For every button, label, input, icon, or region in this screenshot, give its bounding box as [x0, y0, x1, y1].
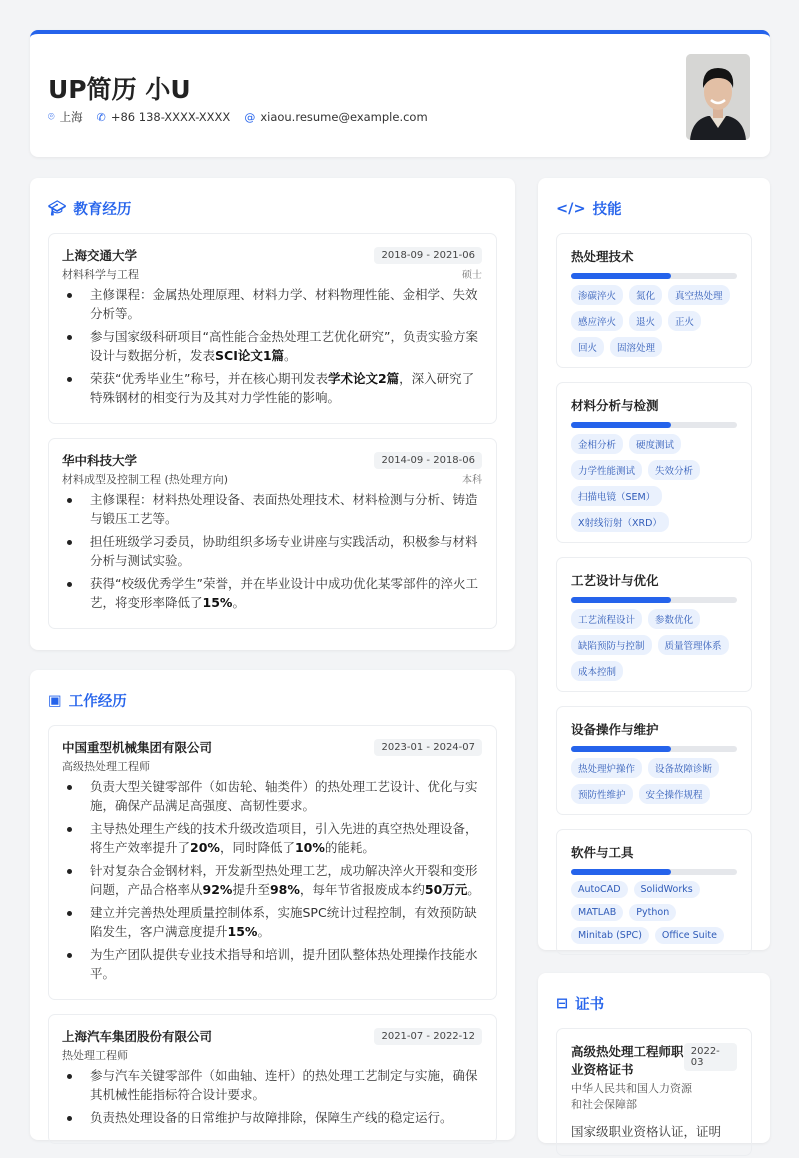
- highlight-text: 98%: [269, 882, 300, 897]
- skill-tag: 金相分析: [571, 434, 623, 454]
- bullet-text: 主修课程：材料热处理设备、表面热处理技术、材料检测与分析、铸造与锻压工艺等。: [90, 492, 478, 526]
- skill-tag: Office Suite: [655, 927, 724, 944]
- phone-icon: ✆: [96, 110, 106, 124]
- certificate-description: 国家级职业资格认证，证明: [571, 1124, 722, 1139]
- entry-title: 中国重型机械集团有限公司: [62, 740, 213, 755]
- bullet-text: 担任班级学习委员，协助组织多场专业讲座与实践活动，积极参与材料分析与测试实验。: [90, 534, 478, 568]
- skill-tag: 热处理炉操作: [571, 758, 642, 778]
- skill-group: [556, 557, 752, 692]
- bullet-text: 负责大型关键零部件（如齿轮、轴类件）的热处理工艺设计、优化与实施，确保产品满足高强度、高韧性要求。: [90, 779, 478, 813]
- entry-role: 材料成型及控制工程 (热处理方向): [62, 473, 229, 486]
- skill-level-bar: [571, 869, 737, 875]
- certificate-header: [571, 1043, 737, 1079]
- entry-header: [62, 738, 482, 756]
- section-title: 教育经历: [73, 202, 132, 218]
- bullet-item: [62, 1066, 482, 1104]
- skill-tag: 氮化: [629, 285, 662, 305]
- work-entry: [48, 1014, 497, 1144]
- skill-tag: 预防性维护: [571, 784, 633, 804]
- skill-level-bar: [571, 597, 737, 603]
- skill-tag: Python: [629, 904, 676, 921]
- skill-level-fill: [571, 869, 671, 875]
- skill-tag: 缺陷预防与控制: [571, 635, 652, 655]
- entry-subtitle: [62, 266, 482, 282]
- skill-tag: Minitab (SPC): [571, 927, 649, 944]
- highlight-text: 15%: [202, 595, 233, 610]
- date-badge: 2014-09 - 2018-06: [374, 452, 482, 469]
- education-entry: [48, 233, 497, 424]
- bullet-text: 主导热处理生产线的技术升级改造项目，引入先进的真空热处理设备，将生产效率提升了: [90, 821, 478, 855]
- bullet-item: [62, 574, 482, 612]
- highlight-text: 92%: [202, 882, 233, 897]
- bullet-item: [62, 903, 482, 941]
- skill-group-name: 热处理技术: [571, 249, 634, 264]
- bullet-item: [62, 327, 482, 365]
- bullet-list: [62, 1066, 482, 1127]
- entry-header: [62, 451, 482, 469]
- bullet-text: 建立并完善热处理质量控制体系，实施SPC统计过程控制，有效预防缺陷发生，客户满意度提升: [90, 905, 477, 939]
- certificate-issuer: 中华人民共和国人力资源和社会保障部: [571, 1082, 692, 1111]
- location-text: 上海: [59, 110, 83, 124]
- bullet-list: [62, 285, 482, 407]
- skill-group-name: 软件与工具: [571, 845, 634, 860]
- bullet-text: 为生产团队提供专业技术指导和培训，提升团队整体热处理操作技能水平。: [90, 947, 478, 981]
- bullet-text: 。: [467, 882, 480, 897]
- skill-level-fill: [571, 597, 671, 603]
- skill-tags: [571, 881, 737, 944]
- bullet-list: [62, 490, 482, 612]
- bullet-text: ，同时降低了: [219, 840, 295, 855]
- skill-tag: X射线衍射（XRD）: [571, 512, 669, 532]
- education-entry: [48, 438, 497, 629]
- bullet-item: [62, 285, 482, 323]
- entry-role: 高级热处理工程师: [62, 760, 150, 773]
- bullet-text: 主修课程：金属热处理原理、材料力学、材料物理性能、金相学、失效分析等。: [90, 287, 478, 321]
- skill-tags: [571, 434, 737, 532]
- entry-title: 华中科技大学: [62, 453, 138, 468]
- skill-group: [556, 829, 752, 955]
- entry-header: [62, 1027, 482, 1045]
- highlight-text: 15%: [227, 924, 258, 939]
- briefcase-icon: ▣: [48, 692, 62, 709]
- skill-tag: 硬度测试: [629, 434, 681, 454]
- highlight-text: 10%: [294, 840, 325, 855]
- highlight-text: 20%: [190, 840, 220, 855]
- bullet-text: ，每年节省报废成本约: [299, 882, 425, 897]
- bullet-item: [62, 777, 482, 815]
- skill-tag: AutoCAD: [571, 881, 628, 898]
- bullet-text: 。: [257, 924, 270, 939]
- entry-title: 上海汽车集团股份有限公司: [62, 1029, 213, 1044]
- phone-text: +86 138-XXXX-XXXX: [110, 110, 231, 124]
- section-title: 证书: [575, 997, 605, 1013]
- entry-subtitle: [62, 1047, 482, 1063]
- skills-section: [538, 178, 770, 950]
- work-section: [30, 670, 515, 1140]
- entry-subtitle: [62, 471, 482, 487]
- certificates-section: [538, 973, 770, 1143]
- bullet-text: 负责热处理设备的日常维护与故障排除，保障生产线的稳定运行。: [90, 1110, 453, 1125]
- skill-group: [556, 233, 752, 368]
- date-badge: 2021-07 - 2022-12: [374, 1028, 482, 1045]
- bullet-text: 提升至: [232, 882, 270, 897]
- certificate-date: 2022-03: [684, 1043, 737, 1071]
- bullet-item: [62, 1108, 482, 1127]
- highlight-text: 50万元: [424, 882, 468, 897]
- work-entry: [48, 725, 497, 1000]
- candidate-name: UP简历 小U: [48, 75, 191, 104]
- skill-tag: 力学性能测试: [571, 460, 642, 480]
- skill-tags: [571, 609, 737, 681]
- skill-tag: 退火: [629, 311, 662, 331]
- skill-tag: 失效分析: [648, 460, 700, 480]
- entry-role: 材料科学与工程: [62, 268, 139, 281]
- skill-group-name: 工艺设计与优化: [571, 573, 659, 588]
- skill-level-fill: [571, 746, 671, 752]
- certificate-name: 高级热处理工程师职业资格证书: [571, 1044, 684, 1077]
- highlight-text: SCI论文1篇: [215, 348, 285, 363]
- email-text[interactable]: xiaou.resume@example.com: [260, 110, 428, 124]
- certificate-icon: ⊟: [556, 995, 569, 1012]
- education-list: [48, 233, 497, 643]
- graduation-cap-icon: 🎓︎: [48, 201, 67, 217]
- email[interactable]: [244, 109, 427, 125]
- bullet-text: 参与汽车关键零部件（如曲轴、连杆）的热处理工艺制定与实施，确保其机械性能指标符合设计要求。: [90, 1068, 478, 1102]
- skill-level-bar: [571, 422, 737, 428]
- contact-info: [48, 109, 428, 125]
- skill-tag: 真空热处理: [668, 285, 730, 305]
- skill-level-fill: [571, 273, 671, 279]
- bullet-text: 。: [232, 595, 245, 610]
- skill-tag: 回火: [571, 337, 604, 357]
- bullet-text: 的能耗。: [324, 840, 375, 855]
- skill-tag: 安全操作规程: [639, 784, 710, 804]
- date-badge: 2018-09 - 2021-06: [374, 247, 482, 264]
- skill-tag: 正火: [668, 311, 701, 331]
- skill-group-name: 设备操作与维护: [571, 722, 659, 737]
- phone: [97, 109, 231, 125]
- skill-tag: 工艺流程设计: [571, 609, 642, 629]
- skill-tag: 渗碳淬火: [571, 285, 623, 305]
- skill-level-fill: [571, 422, 671, 428]
- skill-tag: 扫描电镜（SEM）: [571, 486, 662, 506]
- skill-tags: [571, 758, 737, 804]
- bullet-item: [62, 861, 482, 899]
- certificate-list: [556, 1028, 752, 1156]
- skill-tag: 固溶处理: [610, 337, 662, 357]
- location: [48, 109, 83, 125]
- skill-tag: 质量管理体系: [658, 635, 729, 655]
- skill-tag: 成本控制: [571, 661, 623, 681]
- bullet-item: [62, 369, 482, 407]
- bullet-text: 获得“校级优秀学生”荣誉，并在毕业设计中成功优化某零部件的淬火工艺，将变形率降低了: [90, 576, 478, 610]
- education-section: [30, 178, 515, 650]
- skill-group: [556, 706, 752, 815]
- code-icon: </>: [556, 200, 586, 217]
- at-icon: @: [244, 110, 256, 124]
- header-card: [30, 30, 770, 157]
- bullet-text: 参与国家级科研项目“高性能合金热处理工艺优化研究”，负责实验方案设计与数据分析，发表: [90, 329, 478, 363]
- certificate-item: [556, 1028, 752, 1156]
- entry-subtitle: [62, 758, 482, 774]
- skill-tag: MATLAB: [571, 904, 623, 921]
- skill-tag: 设备故障诊断: [648, 758, 719, 778]
- avatar-photo: [686, 54, 750, 140]
- work-heading: [48, 690, 127, 711]
- entry-role: 热处理工程师: [62, 1049, 128, 1062]
- skill-tag: SolidWorks: [634, 881, 700, 898]
- certificates-heading: [556, 993, 604, 1014]
- bullet-item: [62, 532, 482, 570]
- map-pin-icon: ⌾: [48, 110, 55, 123]
- highlight-text: 学术论文2篇: [327, 371, 400, 386]
- bullet-item: [62, 819, 482, 857]
- bullet-text: 荣获“优秀毕业生”称号，并在核心期刊发表: [90, 371, 328, 386]
- skill-group: [556, 382, 752, 543]
- bullet-item: [62, 945, 482, 983]
- bullet-text: 针对复杂合金钢材料，开发新型热处理工艺，成功解决淬火开裂和变形问题，产品合格率从: [90, 863, 478, 897]
- section-title: 工作经历: [68, 694, 127, 710]
- skill-level-bar: [571, 273, 737, 279]
- section-title: 技能: [592, 202, 622, 218]
- degree-label: 硕士: [462, 270, 482, 281]
- bullet-list: [62, 777, 482, 983]
- skill-group-name: 材料分析与检测: [571, 398, 659, 413]
- skill-tags: [571, 285, 737, 357]
- education-heading: [48, 198, 131, 219]
- skill-tag: 参数优化: [648, 609, 700, 629]
- bullet-text: 。: [284, 348, 297, 363]
- work-list: [48, 725, 497, 1158]
- bullet-item: [62, 490, 482, 528]
- skills-heading: [556, 198, 622, 219]
- entry-header: [62, 246, 482, 264]
- entry-title: 上海交通大学: [62, 248, 138, 263]
- skill-list: [556, 233, 752, 969]
- degree-label: 本科: [462, 475, 482, 486]
- skill-level-bar: [571, 746, 737, 752]
- skill-tag: 感应淬火: [571, 311, 623, 331]
- date-badge: 2023-01 - 2024-07: [374, 739, 482, 756]
- bullet-text: ，深入研究了特殊钢材的相变行为及其对力学性能的影响。: [90, 371, 475, 405]
